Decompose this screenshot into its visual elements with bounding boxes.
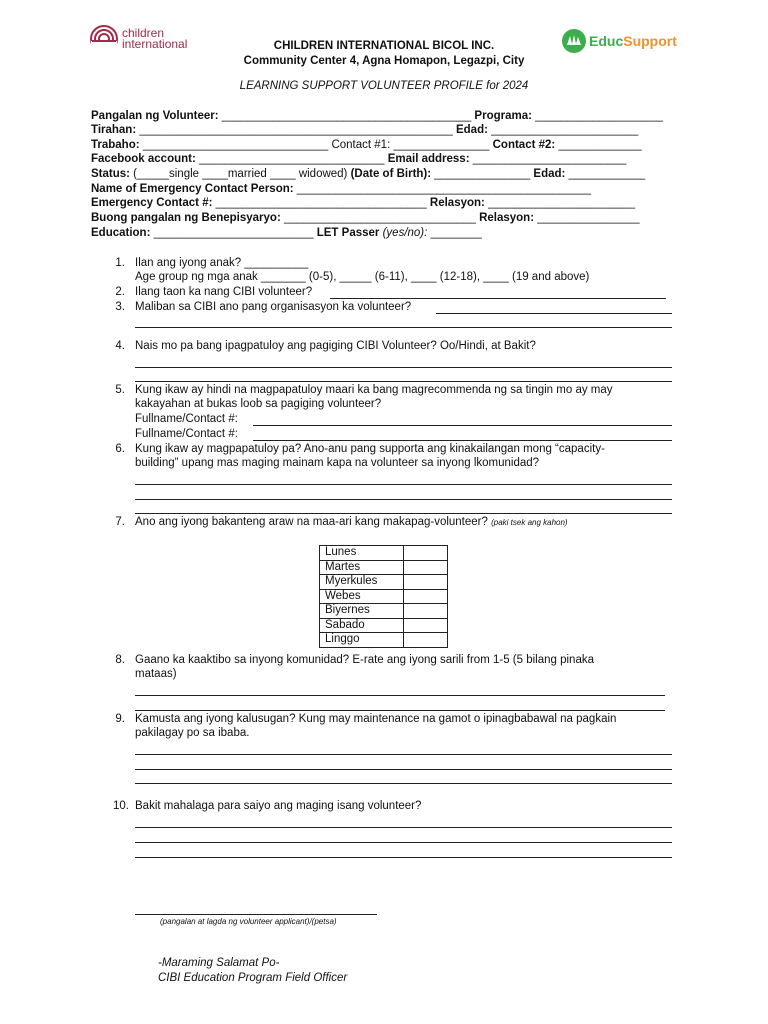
day-label: Biyernes [320, 604, 404, 619]
day-row [320, 618, 448, 633]
status-married: married [227, 168, 267, 180]
q8-answer-line-2[interactable] [135, 710, 665, 711]
ci-logo-word-1: children [122, 26, 165, 40]
q6-answer-line-2[interactable] [135, 499, 672, 500]
profile-row-5: Status: (_____single ____married ____ widowed) (Date of Birth): _______________ Edad: ____________ [91, 168, 646, 180]
trabaho-label: Trabaho: [91, 139, 140, 151]
q10-answer-line-3[interactable] [135, 857, 672, 858]
q5-text: Kung ikaw ay hindi na magpapatuloy maari ka bang magrecommenda ng sa tingin mo ay may [135, 384, 613, 396]
q8-text: Gaano ka kaaktibo sa inyong komunidad? E-rate ang iyong sarili from 1-5 (5 bilang pinaka [135, 654, 594, 666]
q5-text-cont: kakayahan at bukas loob sa pagiging volunteer? [135, 398, 382, 410]
day-label: Martes [320, 560, 404, 575]
email-label: Email address: [387, 153, 470, 165]
closing-officer: CIBI Education Program Field Officer [158, 972, 348, 984]
day-row [320, 604, 448, 619]
education-label: Education: [91, 227, 151, 239]
status-label: Status: [91, 168, 130, 180]
day-label: Sabado [320, 618, 404, 633]
q6-text: Kung ikaw ay magpapatuloy pa? Ano-anu pang supporta ang kinakailangan mong “capacity- [135, 443, 605, 455]
contact1-label: Contact #1: [331, 139, 391, 151]
profile-row-8: Buong pangalan ng Benepisyaryo: ______________________________ Relasyon: ________________ [91, 212, 640, 224]
contact2-label: Contact #2: [492, 139, 556, 151]
closing-thanks: -Maraming Salamat Po- [158, 957, 280, 969]
q3-answer-line-2[interactable] [135, 327, 672, 328]
q1-number: 1. [115, 257, 125, 269]
q10-answer-line-2[interactable] [135, 842, 672, 843]
q9-text-cont: pakilagay po sa ibaba. [135, 727, 250, 739]
q10-text: Bakit mahalaga para saiyo ang maging isang volunteer? [135, 800, 422, 812]
day-label: Myerkules [320, 575, 404, 590]
edad-label: Edad: [455, 124, 488, 136]
edad2-label: Edad: [533, 168, 566, 180]
signature-line[interactable] [135, 914, 377, 915]
q9-text: Kamusta ang iyong kalusugan? Kung may maintenance na gamot o ipinagbabawal na pagkain [135, 713, 617, 725]
profile-row-9: Education: _________________________ LET Passer (yes/no): ________ [91, 227, 482, 239]
q1-text: Ilan ang iyong anak? __________ [135, 257, 309, 269]
q6-text-cont: building” upang mas maging mainam kapa na volunteer sa inyong lkomunidad? [135, 457, 540, 469]
status-single: single [169, 168, 200, 180]
relasyon2-label: Relasyon: [479, 212, 535, 224]
q5-fullname-1-label: Fullname/Contact #: [135, 413, 238, 425]
q8-number: 8. [115, 654, 125, 666]
dob-label: (Date of Birth): [350, 168, 432, 180]
q6-number: 6. [115, 443, 125, 455]
q9-answer-line-2[interactable] [135, 769, 672, 770]
children-international-mark-icon [89, 24, 119, 54]
relasyon-label: Relasyon: [429, 197, 485, 209]
day-checkbox[interactable] [404, 546, 448, 561]
q9-number: 9. [115, 713, 125, 725]
day-checkbox[interactable] [404, 575, 448, 590]
day-label: Linggo [320, 633, 404, 648]
day-label: Webes [320, 589, 404, 604]
q2-answer-line[interactable] [330, 298, 666, 299]
let-label: LET Passer [316, 227, 380, 239]
q1-age-group: Age group ng mga anak _______ (0-5), _____ (6-11), ____ (12-18), ____ (19 and above) [135, 271, 590, 283]
q10-number: 10. [113, 800, 129, 812]
q4-answer-line-1[interactable] [135, 367, 672, 368]
q10-answer-line-1[interactable] [135, 827, 672, 828]
children-international-logo [89, 24, 187, 54]
form-subtitle: LEARNING SUPPORT VOLUNTEER PROFILE for 2024 [239, 80, 529, 92]
org-address: Community Center 4, Agna Homapon, Legazpi, City [243, 55, 525, 67]
educ-word: Educ [589, 33, 624, 49]
ci-logo-word-2: international [122, 37, 188, 51]
day-label: Lunes [320, 546, 404, 561]
day-checkbox[interactable] [404, 604, 448, 619]
q5-fullname-2-line[interactable] [253, 440, 672, 441]
day-row [320, 560, 448, 575]
day-row [320, 575, 448, 590]
profile-row-6: Name of Emergency Contact Person: ______________________________________________ [91, 183, 592, 195]
q8-text-cont: mataas) [135, 668, 177, 680]
q4-answer-line-2[interactable] [135, 381, 672, 382]
day-row [320, 589, 448, 604]
q3-answer-line[interactable] [436, 313, 672, 314]
volunteer-name-label: Pangalan ng Volunteer: [91, 110, 219, 122]
emergency-name-label: Name of Emergency Contact Person: [91, 183, 294, 195]
q3-text: Maliban sa CIBI ano pang organisasyon ka volunteer? [135, 301, 412, 313]
tirahan-label: Tirahan: [91, 124, 137, 136]
q7-text: Ano ang iyong bakanteng araw na maa-ari kang makapag-volunteer? [135, 516, 488, 528]
day-checkbox[interactable] [404, 633, 448, 648]
status-widowed: widowed) [298, 168, 348, 180]
day-checkbox[interactable] [404, 560, 448, 575]
emergency-contact-label: Emergency Contact #: [91, 197, 213, 209]
q7-line [135, 516, 568, 528]
q6-answer-line-1[interactable] [135, 484, 672, 485]
q2-number: 2. [115, 286, 125, 298]
profile-row-4: Facebook account: _____________________________ Email address: ________________________ [91, 153, 627, 165]
let-hint: (yes/no): [382, 227, 428, 239]
day-row [320, 633, 448, 648]
profile-row-2: Tirahan: _________________________________________________ Edad: _______________________ [91, 124, 639, 136]
q8-answer-line-1[interactable] [135, 695, 665, 696]
signature-caption: (pangalan at lagda ng volunteer applicant)/(petsa) [160, 917, 337, 926]
programa-label: Programa: [474, 110, 532, 122]
availability-table [319, 545, 448, 648]
q9-answer-line-3[interactable] [135, 783, 672, 784]
org-title: CHILDREN INTERNATIONAL BICOL INC. [273, 40, 495, 52]
profile-row-7: Emergency Contact #: _________________________________ Relasyon: _______________________ [91, 197, 636, 209]
q6-answer-line-3[interactable] [135, 513, 672, 514]
day-checkbox[interactable] [404, 618, 448, 633]
q9-answer-line-1[interactable] [135, 754, 672, 755]
day-row [320, 546, 448, 561]
day-checkbox[interactable] [404, 589, 448, 604]
q5-number: 5. [115, 384, 125, 396]
q4-number: 4. [115, 340, 125, 352]
facebook-label: Facebook account: [91, 153, 196, 165]
q5-fullname-2-label: Fullname/Contact #: [135, 428, 238, 440]
q3-number: 3. [115, 301, 125, 313]
q4-text: Nais mo pa bang ipagpatuloy ang pagiging CIBI Volunteer? Oo/Hindi, at Bakit? [135, 340, 536, 352]
q7-number: 7. [115, 516, 125, 528]
beneficiary-label: Buong pangalan ng Benepisyaryo: [91, 212, 281, 224]
q7-hint: (paki tsek ang kahon) [491, 518, 568, 527]
profile-row-1: Pangalan ng Volunteer: _______________________________________ Programa: ____________________ [91, 110, 664, 122]
profile-row-3: Trabaho: _____________________________ Contact #1: _______________ Contact #2: _____________ [91, 139, 642, 151]
support-word: Support [623, 33, 677, 49]
q2-text: Ilang taon ka nang CIBI volunteer? [135, 286, 313, 298]
q5-fullname-1-line[interactable] [253, 425, 672, 426]
